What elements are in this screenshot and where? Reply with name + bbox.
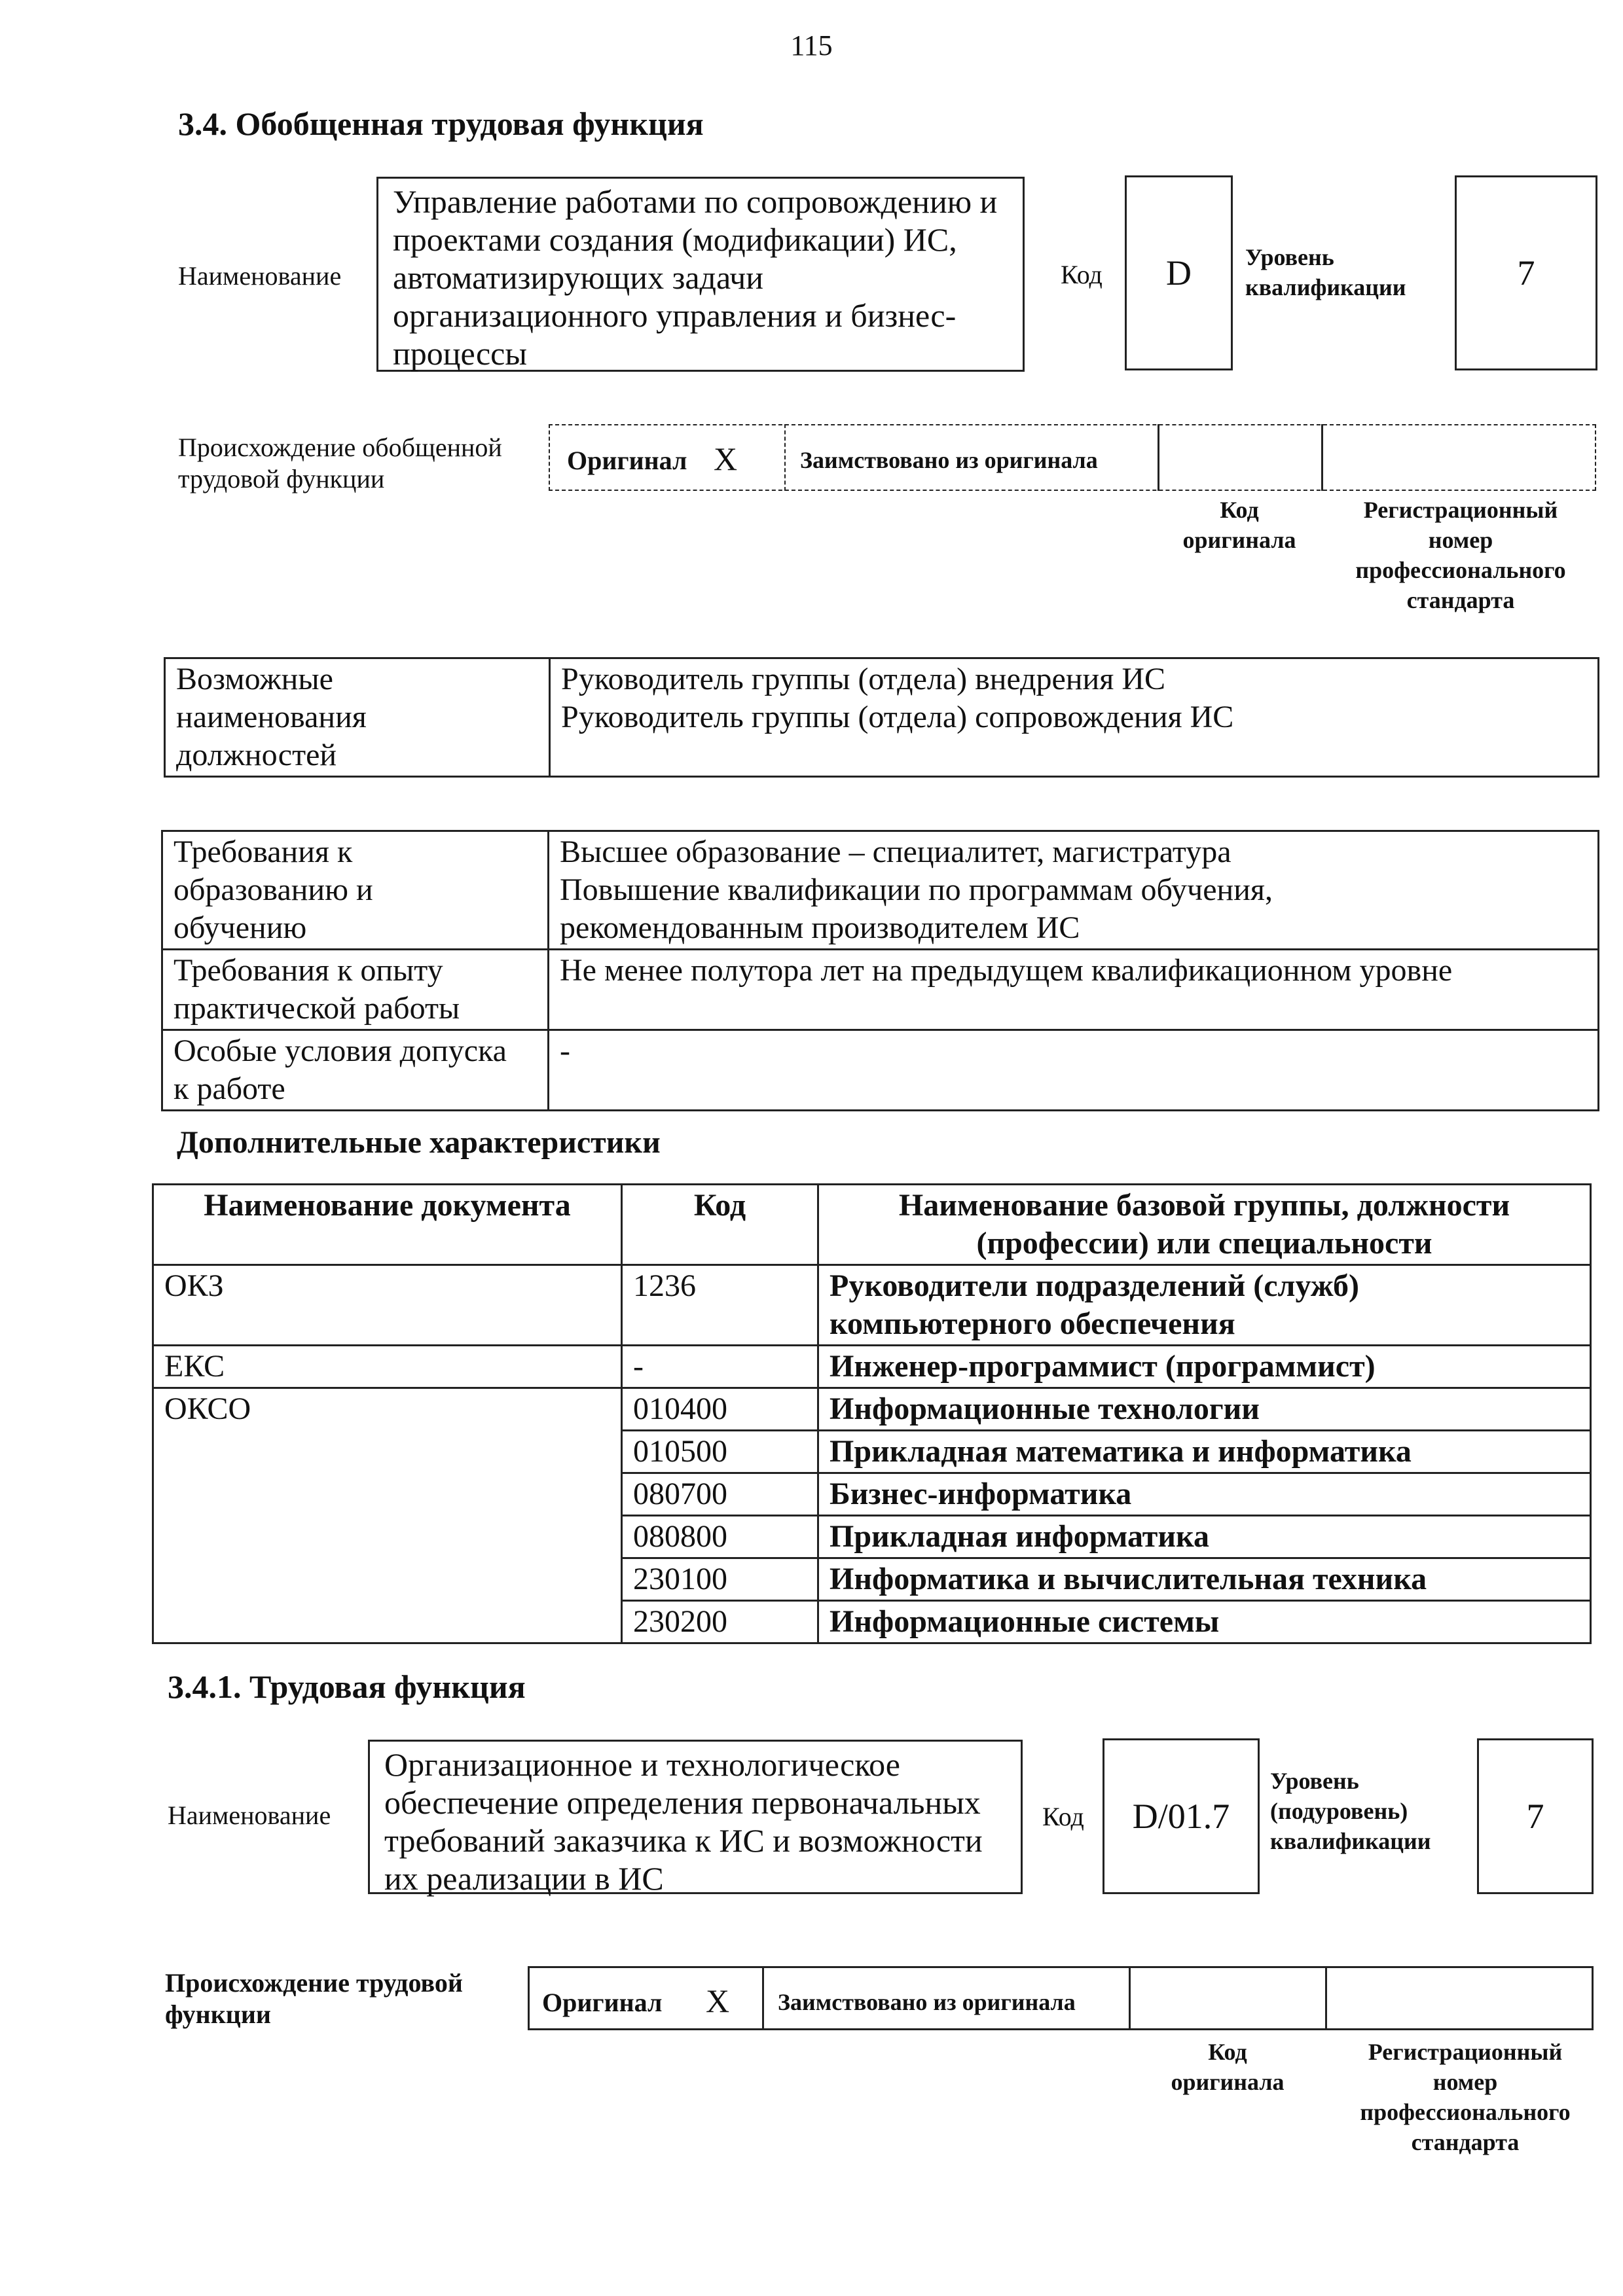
tf-original-mark: X bbox=[706, 1982, 730, 2019]
gtf-name-line: процессы bbox=[393, 335, 527, 372]
cell-code: 1236 bbox=[622, 1265, 818, 1346]
requirement-value-line: рекомендованным производителем ИС bbox=[560, 910, 1080, 945]
requirements-table bbox=[161, 830, 1599, 1111]
cell-code: 080800 bbox=[622, 1516, 818, 1558]
caption-line: номер bbox=[1432, 2069, 1498, 2095]
page-number: 115 bbox=[790, 29, 833, 62]
table-row bbox=[165, 658, 1599, 777]
cell-code: - bbox=[622, 1346, 818, 1388]
table-row bbox=[153, 1388, 1591, 1431]
position-item: Руководитель группы (отдела) сопровождения ИС bbox=[561, 700, 1234, 734]
caption-line: стандарта bbox=[1411, 2129, 1520, 2155]
gtf-name-line: проектами создания (модификации) ИС, bbox=[393, 221, 957, 258]
requirement-label-line: Особые условия допуска bbox=[173, 1033, 507, 1068]
requirement-value-line: Не менее полутора лет на предыдущем квалификационном уровне bbox=[560, 953, 1453, 988]
requirement-value bbox=[549, 950, 1599, 1030]
cell-code: 230100 bbox=[622, 1558, 818, 1601]
gtf-level-box bbox=[1455, 175, 1597, 370]
tf-name-line: Организационное и технологическое bbox=[384, 1746, 900, 1783]
positions-table bbox=[164, 657, 1599, 778]
requirement-label bbox=[162, 950, 549, 1030]
gtf-origin-label bbox=[178, 432, 502, 495]
cell-name: Инженер-программист (программист) bbox=[818, 1346, 1591, 1388]
additional-table bbox=[152, 1183, 1592, 1644]
positions-label-line: наименования bbox=[176, 700, 367, 734]
gtf-code-box bbox=[1125, 175, 1233, 370]
gtf-borrowed-label: Заимствовано из оригинала bbox=[800, 447, 1098, 473]
gtf-origin-label-line: трудовой функции bbox=[178, 464, 385, 493]
caption-line: оригинала bbox=[1182, 527, 1296, 553]
cell-code: 010400 bbox=[622, 1388, 818, 1431]
requirement-label-line: Требования к bbox=[173, 834, 353, 869]
tf-borrowed-label: Заимствовано из оригинала bbox=[778, 1989, 1076, 2015]
caption-line: Код bbox=[1220, 497, 1259, 523]
gtf-name-line: Управление работами по сопровождению и bbox=[393, 183, 998, 220]
table-row bbox=[162, 831, 1599, 950]
gtf-code-label: Код bbox=[1061, 260, 1103, 289]
requirement-value bbox=[549, 1030, 1599, 1111]
gtf-name-line: организационного управления и бизнес- bbox=[393, 297, 957, 334]
cell-name: Руководители подразделений (служб) компьютерного обеспечения bbox=[818, 1265, 1591, 1346]
caption-line: оригинала bbox=[1171, 2069, 1285, 2095]
tf-name-line: их реализации в ИС bbox=[384, 1860, 664, 1897]
requirement-value bbox=[549, 831, 1599, 950]
cell-name: Информационные системы bbox=[818, 1601, 1591, 1643]
tf-origin-label-line: Происхождение трудовой bbox=[165, 1968, 463, 1998]
additional-heading: Дополнительные характеристики bbox=[177, 1125, 661, 1160]
tf-origin-divider bbox=[1325, 1966, 1327, 2030]
requirement-value-line: Высшее образование – специалитет, магистратура bbox=[560, 834, 1231, 869]
table-row bbox=[162, 1030, 1599, 1111]
positions-label-line: должностей bbox=[176, 738, 337, 772]
tf-origin-divider bbox=[1129, 1966, 1131, 2030]
positions-values bbox=[550, 658, 1599, 777]
gtf-code-original-caption bbox=[1159, 495, 1320, 555]
requirement-label-line: Требования к опыту bbox=[173, 953, 443, 988]
requirement-label bbox=[162, 831, 549, 950]
caption-line: стандарта bbox=[1406, 587, 1515, 613]
requirement-label bbox=[162, 1030, 549, 1111]
table-header-row bbox=[153, 1185, 1591, 1265]
gtf-level-label-line: Уровень bbox=[1245, 244, 1334, 270]
tf-code-original-caption bbox=[1133, 2037, 1322, 2097]
table-row bbox=[153, 1346, 1591, 1388]
caption-line: профессионального bbox=[1360, 2099, 1571, 2125]
gtf-level-label bbox=[1245, 242, 1406, 302]
gtf-reg-number-caption bbox=[1324, 495, 1597, 615]
requirement-label-line: практической работы bbox=[173, 991, 460, 1026]
header-name: Наименование базовой группы, должности (профессии) или специальности bbox=[818, 1185, 1591, 1265]
tf-level-label-line: квалификации bbox=[1270, 1828, 1431, 1854]
tf-reg-number-caption bbox=[1328, 2037, 1603, 2157]
position-item: Руководитель группы (отдела) внедрения ИС bbox=[561, 662, 1165, 696]
cell-name: Информатика и вычислительная техника bbox=[818, 1558, 1591, 1601]
header-doc: Наименование документа bbox=[153, 1185, 622, 1265]
table-row bbox=[162, 950, 1599, 1030]
tf-name-line: требований заказчика к ИС и возможности bbox=[384, 1822, 983, 1859]
gtf-level-label-line: квалификации bbox=[1245, 274, 1406, 300]
tf-original-label: Оригинал bbox=[542, 1988, 663, 2017]
gtf-origin-divider bbox=[1321, 424, 1323, 491]
requirement-value-line: - bbox=[560, 1033, 570, 1068]
caption-line: Регистрационный bbox=[1368, 2039, 1563, 2065]
caption-line: номер bbox=[1428, 527, 1493, 553]
gtf-heading: 3.4. Обобщенная трудовая функция bbox=[178, 105, 704, 142]
gtf-original-label: Оригинал bbox=[567, 446, 687, 475]
tf-level-label-line: (подуровень) bbox=[1270, 1798, 1408, 1824]
cell-code: 080700 bbox=[622, 1473, 818, 1516]
tf-level-label-line: Уровень bbox=[1270, 1768, 1359, 1794]
tf-name-label: Наименование bbox=[168, 1801, 331, 1830]
tf-name-box bbox=[368, 1740, 1023, 1897]
cell-name: Прикладная математика и информатика bbox=[818, 1431, 1591, 1473]
gtf-level: 7 bbox=[1517, 253, 1535, 293]
tf-level: 7 bbox=[1526, 1797, 1544, 1836]
tf-origin-divider bbox=[762, 1966, 764, 2030]
tf-origin-label bbox=[165, 1967, 463, 2030]
positions-label bbox=[165, 658, 550, 777]
gtf-name-label: Наименование bbox=[178, 261, 342, 291]
gtf-original-mark: X bbox=[714, 440, 738, 477]
tf-code-box bbox=[1103, 1738, 1260, 1894]
table-row bbox=[153, 1265, 1591, 1346]
tf-level-box bbox=[1477, 1738, 1594, 1894]
caption-line: Код bbox=[1208, 2039, 1247, 2065]
gtf-origin-divider bbox=[784, 424, 786, 491]
requirement-label-line: обучению bbox=[173, 910, 307, 945]
gtf-code: D bbox=[1166, 253, 1192, 293]
cell-code: 010500 bbox=[622, 1431, 818, 1473]
tf-code-label: Код bbox=[1042, 1802, 1084, 1831]
positions-label-line: Возможные bbox=[176, 662, 333, 696]
caption-line: Регистрационный bbox=[1363, 497, 1558, 523]
gtf-name-line: автоматизирующих задачи bbox=[393, 259, 764, 296]
cell-doc: ЕКС bbox=[153, 1346, 622, 1388]
requirement-label-line: к работе bbox=[173, 1071, 285, 1106]
tf-level-label bbox=[1270, 1766, 1431, 1856]
tf-name-line: обеспечение определения первоначальных bbox=[384, 1784, 981, 1821]
cell-doc: ОКСО bbox=[153, 1388, 622, 1643]
requirement-value-line: Повышение квалификации по программам обучения, bbox=[560, 872, 1273, 907]
cell-doc: ОКЗ bbox=[153, 1265, 622, 1346]
tf-heading: 3.4.1. Трудовая функция bbox=[168, 1668, 526, 1705]
cell-name: Бизнес-информатика bbox=[818, 1473, 1591, 1516]
gtf-origin-label-line: Происхождение обобщенной bbox=[178, 433, 502, 462]
caption-line: профессионального bbox=[1355, 557, 1566, 583]
gtf-name-box bbox=[376, 177, 1025, 372]
cell-name: Прикладная информатика bbox=[818, 1516, 1591, 1558]
tf-code: D/01.7 bbox=[1132, 1797, 1230, 1836]
header-code: Код bbox=[622, 1185, 818, 1265]
cell-code: 230200 bbox=[622, 1601, 818, 1643]
tf-origin-label-line: функции bbox=[165, 2000, 271, 2029]
gtf-origin-divider bbox=[1158, 424, 1159, 491]
cell-name: Информационные технологии bbox=[818, 1388, 1591, 1431]
requirement-label-line: образованию и bbox=[173, 872, 373, 907]
